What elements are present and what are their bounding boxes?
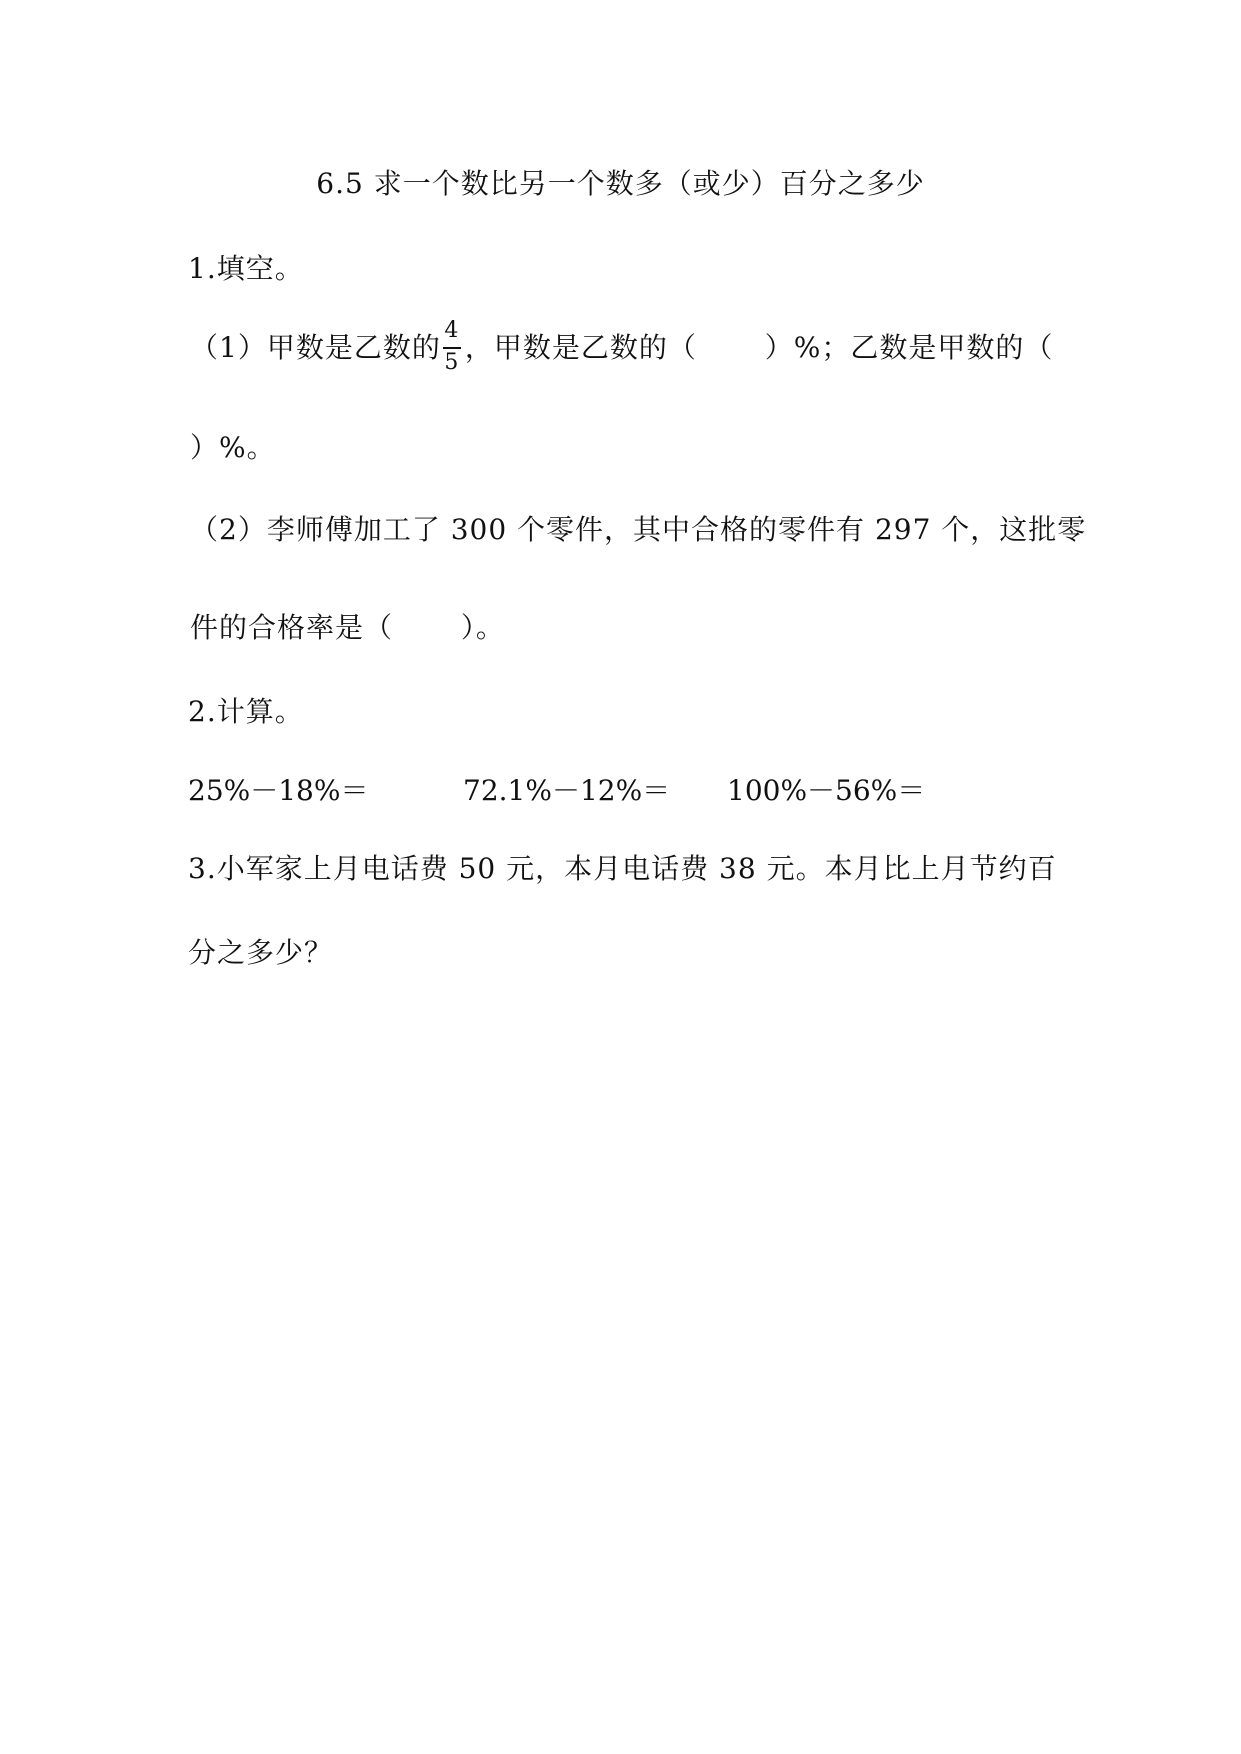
question-3-line-2: 分之多少？: [188, 936, 334, 969]
item-1-prefix: （1）甲数是乙数的: [190, 331, 441, 364]
item-1-suffix: ，甲数是乙数的（ ）%；乙数是甲数的（: [464, 331, 1054, 364]
question-2-heading: 2.计算。: [188, 695, 304, 728]
calc-expression-3: 100%－56%＝: [727, 774, 926, 807]
fraction-four-fifths: [441, 318, 463, 375]
calc-expression-2: 72.1%－12%＝: [463, 774, 671, 807]
fraction-denominator: 5: [444, 350, 460, 375]
question-1-item-2-line-1: （2）李师傅加工了 300 个零件，其中合格的零件有 297 个，这批零: [190, 513, 1087, 546]
question-3-line-1: 3.小军家上月电话费 50 元，本月电话费 38 元。本月比上月节约百: [188, 852, 1057, 885]
question-1-heading: 1.填空。: [188, 252, 304, 285]
question-1-item-2-line-2: 件的合格率是（ ）。: [190, 611, 505, 644]
fraction-bar: [443, 347, 461, 349]
question-1-item-1: [190, 318, 1054, 375]
calc-expression-1: 25%－18%＝: [188, 774, 369, 807]
question-1-item-1-continued: ）%。: [190, 431, 276, 464]
page-title: 6.5 求一个数比另一个数多（或少）百分之多少: [316, 167, 925, 200]
fraction-numerator: 4: [444, 318, 460, 343]
